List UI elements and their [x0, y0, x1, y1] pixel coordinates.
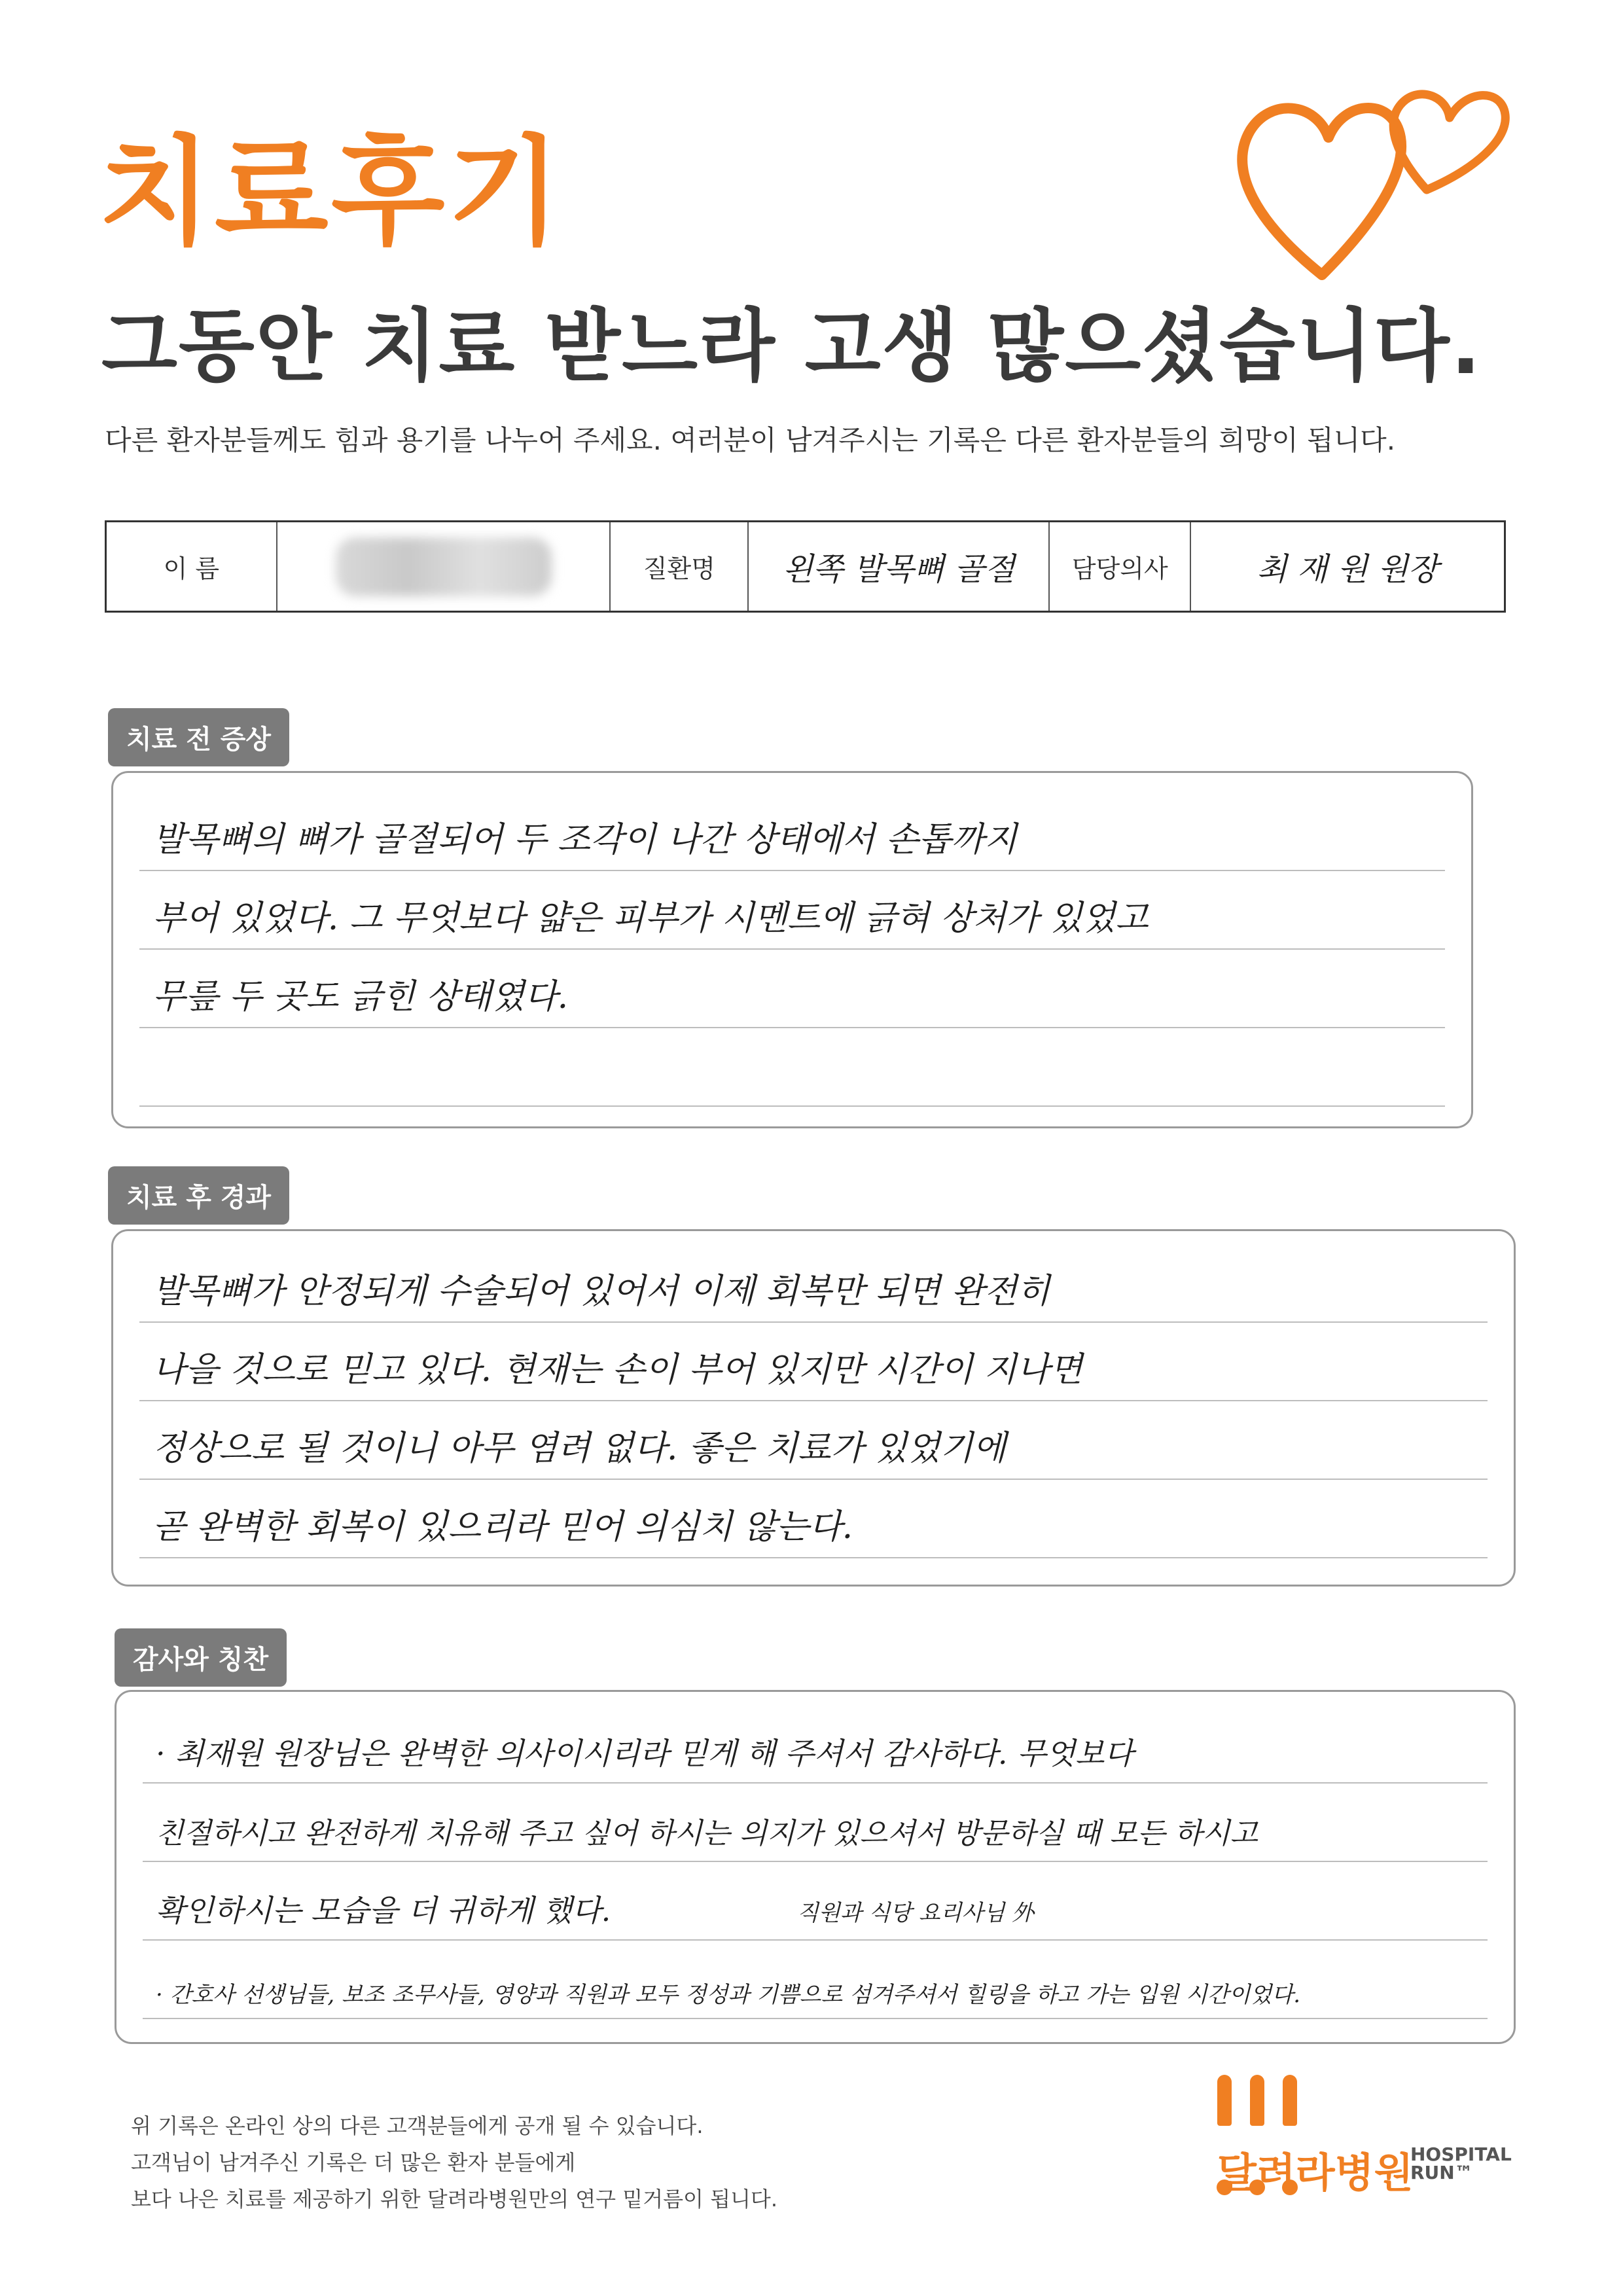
- footer-line: 위 기록은 온라인 상의 다른 고객분들에게 공개 될 수 있습니다.: [131, 2113, 704, 2138]
- doctor-label: 담당의사: [1050, 522, 1191, 611]
- before-line: 발목뼈의 뼈가 골절되어 두 조각이 나간 상태에서 손톱까지: [139, 793, 1445, 871]
- before-lines: [139, 793, 1445, 1107]
- hospital-logo: [1204, 2075, 1518, 2206]
- page-title: 치료후기: [98, 124, 564, 261]
- thanks-line: · 최재원 원장님은 완벽한 의사이시리라 믿게 해 주셔서 감사하다. 무엇보다: [143, 1705, 1488, 1784]
- thanks-insert-note: 직원과 식당 요리사님 外: [797, 1900, 1035, 1926]
- logo-mark: [1250, 2075, 1264, 2126]
- logo-name: 달려라병원: [1217, 2149, 1414, 2197]
- footer-note: [131, 2108, 777, 2217]
- logo-mark: [1283, 2075, 1297, 2126]
- after-lines: [139, 1244, 1488, 1558]
- thanks-line: 친절하시고 완전하게 치유해 주고 싶어 하시는 의지가 있으셔서 방문하실 때 모든 하시고: [143, 1784, 1488, 1862]
- name-label: 이 름: [107, 522, 277, 611]
- section-before-box: [111, 771, 1473, 1128]
- footer-line: 보다 나은 치료를 제공하기 위한 달려라병원만의 연구 밑거름이 됩니다.: [131, 2187, 777, 2212]
- thanks-lines: [143, 1705, 1488, 2019]
- section-before-label: 치료 전 증상: [108, 708, 289, 766]
- after-line: 정상으로 될 것이니 아무 염려 없다. 좋은 치료가 있었기에: [139, 1401, 1488, 1480]
- section-after-box: [111, 1229, 1516, 1587]
- logo-english: [1410, 2145, 1512, 2182]
- footer-line: 고객님이 남겨주신 기록은 더 많은 환자 분들에게: [131, 2150, 576, 2175]
- blurred-name: [336, 537, 552, 596]
- logo-english-line1: HOSPITAL: [1410, 2144, 1512, 2165]
- before-line: 무릎 두 곳도 긁힌 상태였다.: [139, 950, 1445, 1028]
- name-value: [277, 522, 611, 611]
- section-thanks-box: [115, 1690, 1516, 2044]
- disease-label: 질환명: [611, 522, 749, 611]
- logo-mark: [1217, 2075, 1232, 2126]
- headline: 그동안 치료 받느라 고생 많으셨습니다.: [101, 301, 1482, 392]
- before-line: [139, 1028, 1445, 1107]
- doctor-value: 최 재 원 원장: [1257, 551, 1438, 588]
- thanks-line: · 간호사 선생님들, 보조 조무사들, 영양과 직원과 모두 정성과 기쁨으로 섬겨주셔서 힐링을 하고 가는 입원 시간이었다.: [143, 1941, 1488, 2019]
- logo-english-line2: RUN™: [1410, 2162, 1473, 2183]
- section-after-label: 치료 후 경과: [108, 1166, 289, 1225]
- after-line: 곧 완벽한 회복이 있으리라 믿어 의심치 않는다.: [139, 1480, 1488, 1558]
- after-line: 나을 것으로 믿고 있다. 현재는 손이 부어 있지만 시간이 지나면: [139, 1323, 1488, 1401]
- info-table: [105, 520, 1506, 613]
- disease-value: 왼쪽 발목뼈 골절: [749, 522, 1050, 611]
- section-thanks-label: 감사와 칭찬: [115, 1628, 287, 1687]
- hearts-icon: [1230, 59, 1544, 295]
- subline: 다른 환자분들께도 힘과 용기를 나누어 주세요. 여러분이 남겨주시는 기록은 다른 환자분들의 희망이 됩니다.: [105, 424, 1396, 456]
- after-line: 발목뼈가 안정되게 수술되어 있어서 이제 회복만 되면 완전히: [139, 1244, 1488, 1323]
- thanks-line: 확인하시는 모습을 더 귀하게 했다.: [143, 1862, 1488, 1941]
- before-line: 부어 있었다. 그 무엇보다 얇은 피부가 시멘트에 긁혀 상처가 있었고: [139, 871, 1445, 950]
